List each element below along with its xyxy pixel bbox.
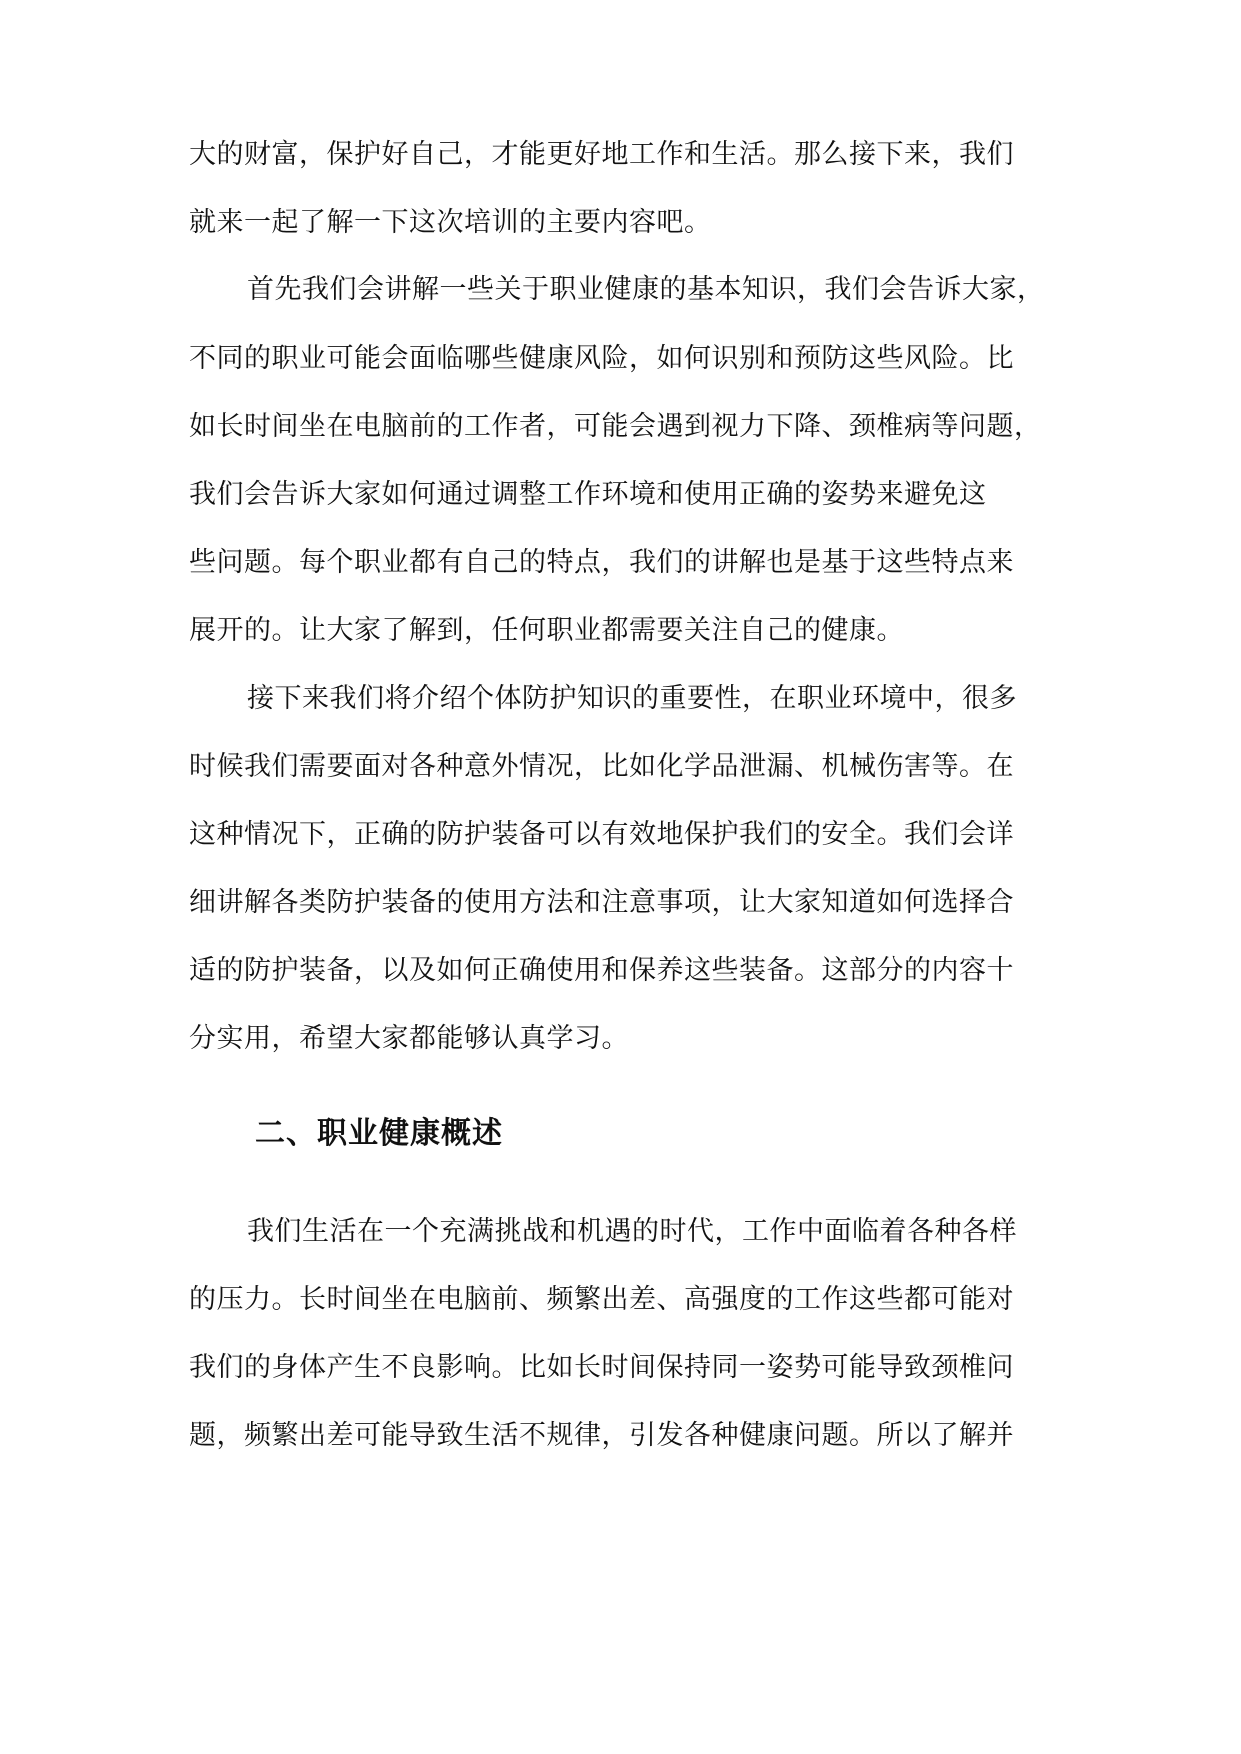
paragraph-line: 我们会告诉大家如何通过调整工作环境和使用正确的姿势来避免这 — [189, 479, 987, 510]
paragraph-line: 这种情况下，正确的防护装备可以有效地保护我们的安全。我们会详 — [189, 819, 1014, 850]
paragraph-line: 题，频繁出差可能导致生活不规律，引发各种健康问题。所以了解并 — [189, 1420, 1014, 1451]
paragraph-line: 大的财富，保护好自己，才能更好地工作和生活。那么接下来，我们 — [189, 139, 1014, 170]
paragraph-line: 细讲解各类防护装备的使用方法和注意事项，让大家知道如何选择合 — [189, 887, 1014, 918]
paragraph-line: 展开的。让大家了解到，任何职业都需要关注自己的健康。 — [189, 615, 904, 646]
paragraph-line: 适的防护装备，以及如何正确使用和保养这些装备。这部分的内容十 — [189, 955, 1014, 986]
section-heading: 二、职业健康概述 — [255, 1116, 503, 1151]
paragraph-line: 的压力。长时间坐在电脑前、频繁出差、高强度的工作这些都可能对 — [189, 1284, 1014, 1315]
paragraph-line: 接下来我们将介绍个体防护知识的重要性，在职业环境中，很多 — [247, 683, 1017, 714]
paragraph-line: 些问题。每个职业都有自己的特点，我们的讲解也是基于这些特点来 — [189, 547, 1014, 578]
paragraph-line: 时候我们需要面对各种意外情况，比如化学品泄漏、机械伤害等。在 — [189, 751, 1014, 782]
paragraph-line: 我们的身体产生不良影响。比如长时间保持同一姿势可能导致颈椎问 — [189, 1352, 1014, 1383]
paragraph-line: 我们生活在一个充满挑战和机遇的时代，工作中面临着各种各样 — [247, 1216, 1017, 1247]
paragraph-line: 分实用，希望大家都能够认真学习。 — [189, 1023, 629, 1054]
paragraph-line: 就来一起了解一下这次培训的主要内容吧。 — [189, 207, 712, 238]
paragraph-line: 如长时间坐在电脑前的工作者，可能会遇到视力下降、颈椎病等问题， — [189, 411, 1042, 442]
paragraph-line: 不同的职业可能会面临哪些健康风险，如何识别和预防这些风险。比 — [189, 343, 1014, 374]
paragraph-line: 首先我们会讲解一些关于职业健康的基本知识，我们会告诉大家， — [247, 274, 1045, 305]
